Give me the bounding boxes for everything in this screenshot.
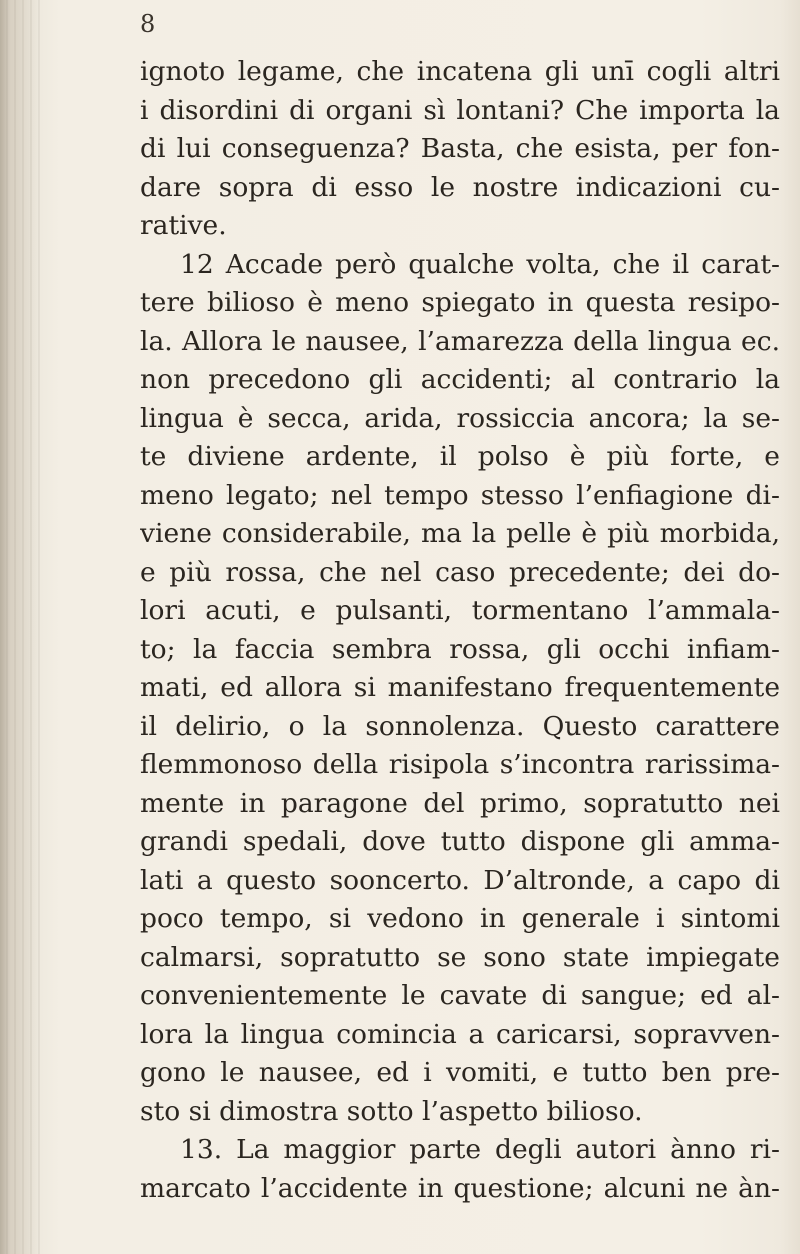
text-line: convenientemente le cavate di sangue; ed al- <box>140 980 780 1011</box>
text-line: calmarsi, sopratutto se sono state impiegate <box>140 941 780 973</box>
text-line: mente in paragone del primo, sopratutto nei <box>140 787 780 819</box>
page-number: 8 <box>140 10 157 38</box>
page-binding-edge <box>0 0 40 1254</box>
text-line: grandi spedali, dove tutto dispone gli amma- <box>140 826 780 857</box>
text-line: to; la faccia sembra rossa, gli occhi infiam- <box>140 633 780 665</box>
text-line: rative. <box>140 210 227 241</box>
text-line: 13. La maggior parte degli autori ànno ri- <box>180 1134 780 1165</box>
text-line: sto si dimostra sotto l’aspetto bilioso. <box>140 1095 643 1127</box>
text-line: lora la lingua comincia a caricarsi, sopravven- <box>140 1018 780 1050</box>
text-line: dare sopra di esso le nostre indicazioni cu- <box>140 171 780 203</box>
text-line: marcato l’accidente in questione; alcuni ne àn- <box>140 1172 780 1204</box>
text-line: non precedono gli accidenti; al contrario la <box>140 364 780 395</box>
text-line: e più rossa, che nel caso precedente; dei do- <box>140 556 780 588</box>
page-body-text <box>140 53 780 1208</box>
text-line: 12 Accade però qualche volta, che il carat- <box>180 248 780 280</box>
text-line: te diviene ardente, il polso è più forte, e <box>140 441 780 472</box>
text-line: lingua è secca, arida, rossiccia ancora; la se- <box>140 402 780 434</box>
text-line: i disordini di organi sì lontani? Che importa la <box>140 94 780 126</box>
text-line: lori acuti, e pulsanti, tormentano l’ammala- <box>140 595 780 626</box>
text-line: gono le nausee, ed i vomiti, e tutto ben pre- <box>140 1057 780 1088</box>
text-line: il delirio, o la sonnolenza. Questo carattere <box>140 710 780 742</box>
text-line: lati a questo sooncerto. D’altronde, a capo di <box>140 864 780 896</box>
text-line: meno legato; nel tempo stesso l’enfiagione di- <box>140 479 780 511</box>
text-line: di lui conseguenza? Basta, che esista, per fon- <box>140 133 780 164</box>
text-line: ignoto legame, che incatena gli unī cogli altri <box>140 56 780 87</box>
text-line: la. Allora le nausee, l’amarezza della lingua ec. <box>140 325 780 357</box>
text-line: flemmonoso della risipola s’incontra rarissima- <box>140 749 780 780</box>
text-line: mati, ed allora si manifestano frequentemente <box>140 672 780 703</box>
text-line: viene considerabile, ma la pelle è più morbida, <box>140 518 780 549</box>
text-line: tere bilioso è meno spiegato in questa resipo- <box>140 287 780 318</box>
text-line: poco tempo, si vedono in generale i sintomi <box>140 903 780 934</box>
